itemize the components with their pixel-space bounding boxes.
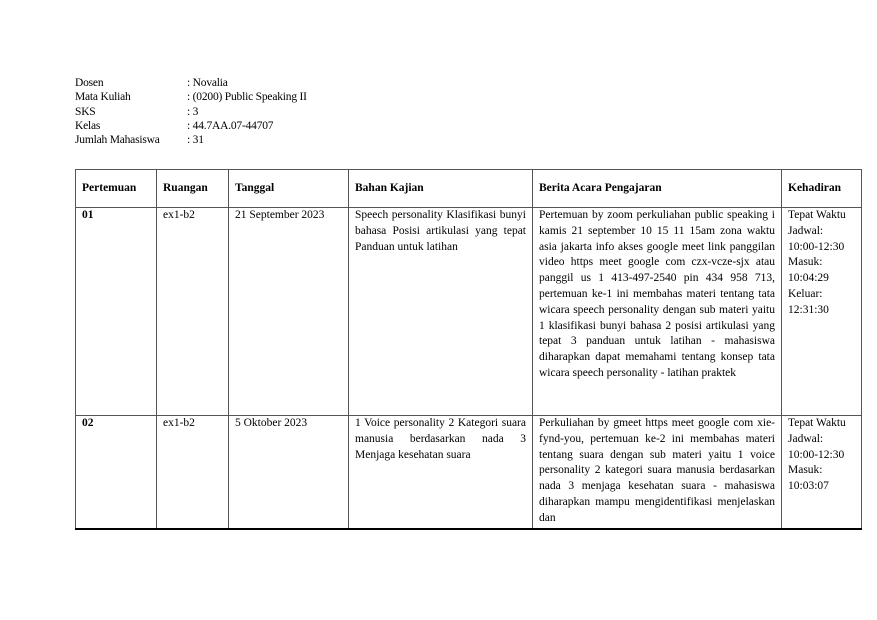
cell-bahan-kajian: Speech personality Klasifikasi bunyi bahasa Posisi artikulasi yang tepat Panduan untuk latihan [349, 208, 533, 416]
header-berita-acara: Berita Acara Pengajaran [533, 170, 782, 208]
info-row-jumlah-mahasiswa [75, 133, 307, 147]
header-bahan-kajian: Bahan Kajian [349, 170, 533, 208]
cell-pertemuan: 02 [76, 416, 157, 530]
attendance-line: Jadwal: [788, 432, 824, 445]
header-kehadiran: Kehadiran [782, 170, 862, 208]
info-value: : (0200) Public Speaking II [187, 90, 307, 104]
info-row-dosen [75, 76, 307, 90]
berita-acara-text: Perkuliahan by gmeet https meet google com xie-fynd-you, pertemuan ke-2 ini membahas materi tentang suara dengan sub materi yaitu 1 voice personality 2 kategori suara manusia berdasarkan nada 3 menjaga kesehatan suara - mahasiswa diharapkan mampu mengidentifikasi menjelaskan dan [539, 417, 775, 524]
cell-tanggal: 21 September 2023 [229, 208, 349, 416]
table-row [76, 416, 862, 530]
cell-ruangan: ex1-b2 [157, 208, 229, 416]
info-row-kelas [75, 119, 307, 133]
info-row-mata-kuliah [75, 90, 307, 104]
table-row [76, 208, 862, 416]
info-label: Kelas [75, 119, 101, 132]
course-info [75, 76, 307, 147]
attendance-line: Keluar: [788, 287, 823, 300]
info-label: SKS [75, 105, 96, 118]
info-row-sks [75, 105, 307, 119]
info-value: : 3 [187, 105, 198, 119]
cell-kehadiran [782, 208, 862, 416]
info-value: : Novalia [187, 76, 228, 90]
attendance-line: Masuk: [788, 256, 823, 269]
info-value: : 44.7AA.07-44707 [187, 119, 273, 133]
attendance-line: 10:03:07 [788, 480, 829, 493]
info-label: Mata Kuliah [75, 91, 131, 104]
info-label: Dosen [75, 77, 104, 89]
cell-berita-acara [533, 416, 782, 530]
attendance-status: Tepat Waktu [788, 209, 846, 221]
teaching-record-table [75, 169, 862, 530]
attendance-line: Jadwal: [788, 224, 824, 237]
header-ruangan: Ruangan [157, 170, 229, 208]
info-value: : 31 [187, 133, 204, 147]
header-pertemuan: Pertemuan [76, 170, 157, 208]
attendance-line: 12:31:30 [788, 303, 829, 316]
attendance-line: 10:00-12:30 [788, 240, 845, 253]
cell-kehadiran [782, 416, 862, 530]
cell-ruangan: ex1-b2 [157, 416, 229, 530]
header-tanggal: Tanggal [229, 170, 349, 208]
attendance-status: Tepat Waktu [788, 417, 846, 429]
table-header-row [76, 170, 862, 208]
cell-pertemuan: 01 [76, 208, 157, 416]
info-label: Jumlah Mahasiswa [75, 134, 160, 147]
attendance-line: Masuk: [788, 464, 823, 477]
cell-berita-acara: Pertemuan by zoom perkuliahan public speaking i kamis 21 september 10 15 11 15am zona waktu asia jakarta info akses google meet link panggilan video https meet google com czx-vcze-sjx atau panggil us 1 413-497-2540 pin 434 958 713, pertemuan ke-1 ini membahas materi tentang tata wicara speech personality dengan sub materi yaitu 1 klasifikasi bunyi bahasa 2 posisi artikulasi yang tepat 3 panduan untuk latihan - mahasiswa diharapkan dapat memahami tentang konsep tata wicara speech personality - latihan praktek [533, 208, 782, 416]
cell-bahan-kajian: 1 Voice personality 2 Kategori suara manusia berdasarkan nada 3 Menjaga kesehatan suara [349, 416, 533, 530]
attendance-line: 10:04:29 [788, 272, 829, 285]
cell-tanggal: 5 Oktober 2023 [229, 416, 349, 530]
attendance-line: 10:00-12:30 [788, 448, 845, 461]
